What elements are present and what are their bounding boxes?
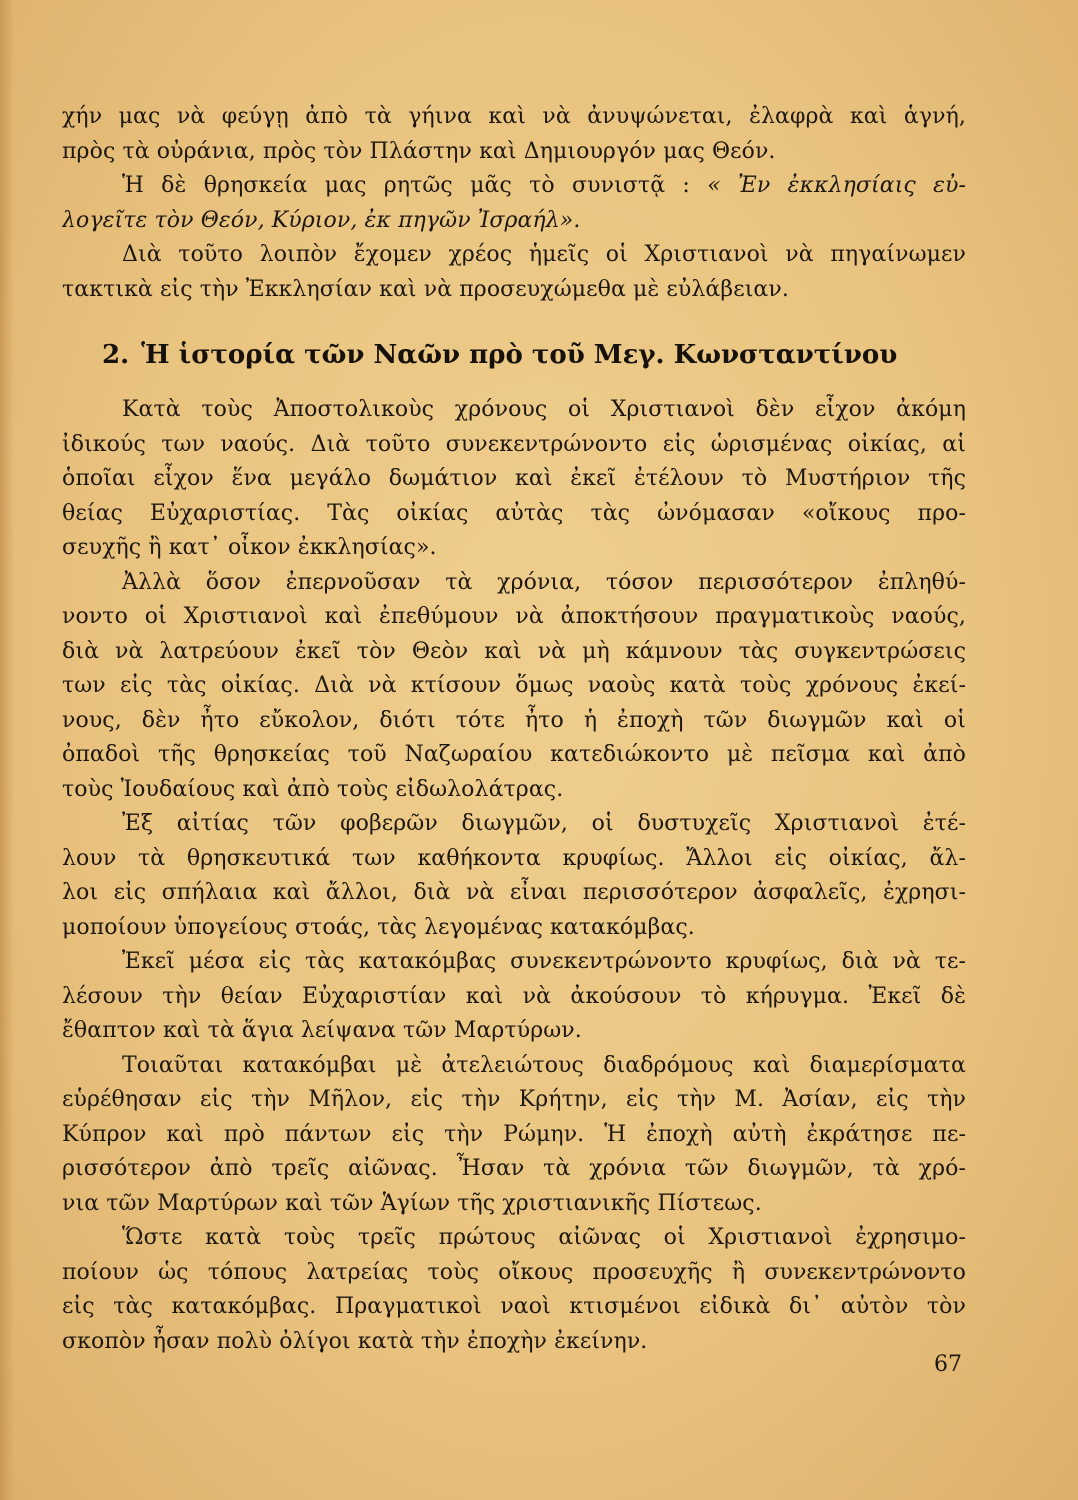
text-line: χήν μας νὰ φεύγῃ ἀπὸ τὰ γήινα καὶ νὰ ἀνυψώνεται, ἐλαφρὰ καὶ ἁγνή, <box>62 104 966 129</box>
text-line: τακτικὰ εἰς τὴν Ἐκκλησίαν καὶ νὰ προσευχώμεθα μὲ εὐλάβειαν. <box>62 276 789 302</box>
text-line: Ἐξ αἰτίας τῶν φοβερῶν διωγμῶν, οἱ δυστυχεῖς Χριστιανοὶ ἐτέ- <box>122 811 966 836</box>
text-line: ὁποῖαι εἶχον ἕνα μεγάλο δωμάτιον καὶ ἐκεῖ ἐτέλουν τὸ Μυστήριον τῆς <box>62 466 966 491</box>
text-line: ρισσότερον ἀπὸ τρεῖς αἰῶνας. Ἦσαν τὰ χρόνια τῶν διωγμῶν, τὰ χρό- <box>62 1156 966 1181</box>
text-line: εὑρέθησαν εἰς τὴν Μῆλον, εἰς τὴν Κρήτην, εἰς τὴν Μ. Ἀσίαν, εἰς τὴν <box>62 1087 966 1112</box>
psalm-intro-text: Ἡ δὲ θρησκεία μας ρητῶς μᾶς τὸ συνιστᾷ : <box>122 173 690 198</box>
text-line: λέσουν τὴν θείαν Εὐχαριστίαν καὶ νὰ ἀκούσουν τὸ κήρυγμα. Ἐκεῖ δὲ <box>62 983 966 1009</box>
text-line: διὰ νὰ λατρεύουν ἐκεῖ τὸν Θεὸν καὶ νὰ μὴ κάμνουν τὰς συγκεντρώσεις <box>62 638 966 664</box>
paragraph <box>62 945 966 1049</box>
section-heading <box>62 337 966 373</box>
text-line: ὀπαδοὶ τῆς θρησκείας τοῦ Ναζωραίου κατεδιώκοντο μὲ πεῖσμα καὶ ἀπὸ <box>62 742 966 767</box>
psalm-quote-continued: λογεῖτε τὸν Θεόν, Κύριον, ἐκ πηγῶν Ἰσραήλ». <box>62 207 581 233</box>
text-line: νια τῶν Μαρτύρων καὶ τῶν Ἁγίων τῆς χριστιανικῆς Πίστεως. <box>62 1190 762 1216</box>
text-line <box>62 169 966 204</box>
text-line: Ἀλλὰ ὅσον ἐπερνοῦσαν τὰ χρόνια, τόσον περισσότερον ἐπληθύ- <box>122 569 966 595</box>
text-line: εἰς τὰς κατακόμβας. Πραγματικοὶ ναοὶ κτισμένοι εἰδικὰ δι᾿ αὐτὸν τὸν <box>62 1294 966 1319</box>
text-line: Ὥστε κατὰ τοὺς τρεῖς πρώτους αἰῶνας οἱ Χριστιανοὶ ἐχρησιμο- <box>122 1225 966 1250</box>
paragraph <box>62 807 966 945</box>
text-line: μοποίουν ὑπογείους στοάς, τὰς λεγομένας κατακόμβας. <box>62 914 695 940</box>
text-line: λουν τὰ θρησκευτικά των καθήκοντα κρυφίως. Ἄλλοι εἰς οἰκίας, ἄλ- <box>62 845 966 871</box>
paragraph <box>62 1221 966 1359</box>
text-line: λοι εἰς σπήλαια καὶ ἄλλοι, διὰ νὰ εἶναι περισσότερον ἀσφαλεῖς, ἐχρησι- <box>62 880 966 905</box>
text-line: ἔθαπτον καὶ τὰ ἅγια λείψανα τῶν Μαρτύρων. <box>62 1018 582 1043</box>
text-line: ποίουν ὡς τόπους λατρείας τοὺς οἴκους προσευχῆς ἢ συνεκεντρώνοντο <box>62 1259 966 1285</box>
text-line: ἰδικούς των ναούς. Διὰ τοῦτο συνεκεντρώνοντο εἰς ὡρισμένας οἰκίας, αἱ <box>62 431 966 457</box>
text-line: θείας Εὐχαριστίας. Τὰς οἰκίας αὐτὰς τὰς ὠνόμασαν «οἴκους προ- <box>62 500 966 526</box>
text-line: Τοιαῦται κατακόμβαι μὲ ἀτελειώτους διαδρόμους καὶ διαμερίσματα <box>122 1052 966 1078</box>
paragraph <box>62 1049 966 1222</box>
page-body <box>62 100 966 1359</box>
text-line: Κύπρον καὶ πρὸ πάντων εἰς τὴν Ρώμην. Ἡ ἐποχὴ αὐτὴ ἐκράτησε πε- <box>62 1121 966 1147</box>
text-line: Διὰ τοῦτο λοιπὸν ἔχομεν χρέος ἡμεῖς οἱ Χριστιανοὶ νὰ πηγαίνωμεν <box>122 242 966 267</box>
paragraph <box>62 566 966 808</box>
text-line: τοὺς Ἰουδαίους καὶ ἀπὸ τοὺς εἰδωλολάτρας. <box>62 776 564 802</box>
section-number: 2. <box>102 340 130 370</box>
text-line: Κατὰ τοὺς Ἀποστολικοὺς χρόνους οἱ Χριστιανοὶ δὲν εἶχον ἀκόμη <box>122 397 966 422</box>
text-line: σευχῆς ἢ κατ᾿ οἶκον ἐκκλησίας». <box>62 535 437 560</box>
text-line: νοντο οἱ Χριστιανοὶ καὶ ἐπεθύμουν νὰ ἀποκτήσουν πραγματικοὺς ναούς, <box>62 604 966 629</box>
page-number: 67 <box>934 1352 962 1377</box>
text-line: Ἐκεῖ μέσα εἰς τὰς κατακόμβας συνεκεντρώνοντο κρυφίως, διὰ νὰ τε- <box>122 949 966 974</box>
text-line: των εἰς τὰς οἰκίας. Διὰ νὰ κτίσουν ὅμως ναοὺς κατὰ τοὺς χρόνους ἐκεί- <box>62 673 966 698</box>
text-line: πρὸς τὰ οὐράνια, πρὸς τὸν Πλάστην καὶ Δημιουργόν μας Θεόν. <box>62 138 776 164</box>
section-title: Ἡ ἱστορία τῶν Ναῶν πρὸ τοῦ Μεγ. Κωνσταντίνου <box>141 340 898 370</box>
paragraph <box>62 393 966 566</box>
text-line: νους, δὲν ἦτο εὔκολον, διότι τότε ἦτο ἡ ἐποχὴ τῶν διωγμῶν καὶ οἱ <box>62 707 966 733</box>
text-line: σκοπὸν ἦσαν πολὺ ὀλίγοι κατὰ τὴν ἐποχὴν ἐκείνην. <box>62 1328 648 1354</box>
psalm-quote: « Ἐν ἐκκλησίαις εὐ- <box>707 173 966 198</box>
